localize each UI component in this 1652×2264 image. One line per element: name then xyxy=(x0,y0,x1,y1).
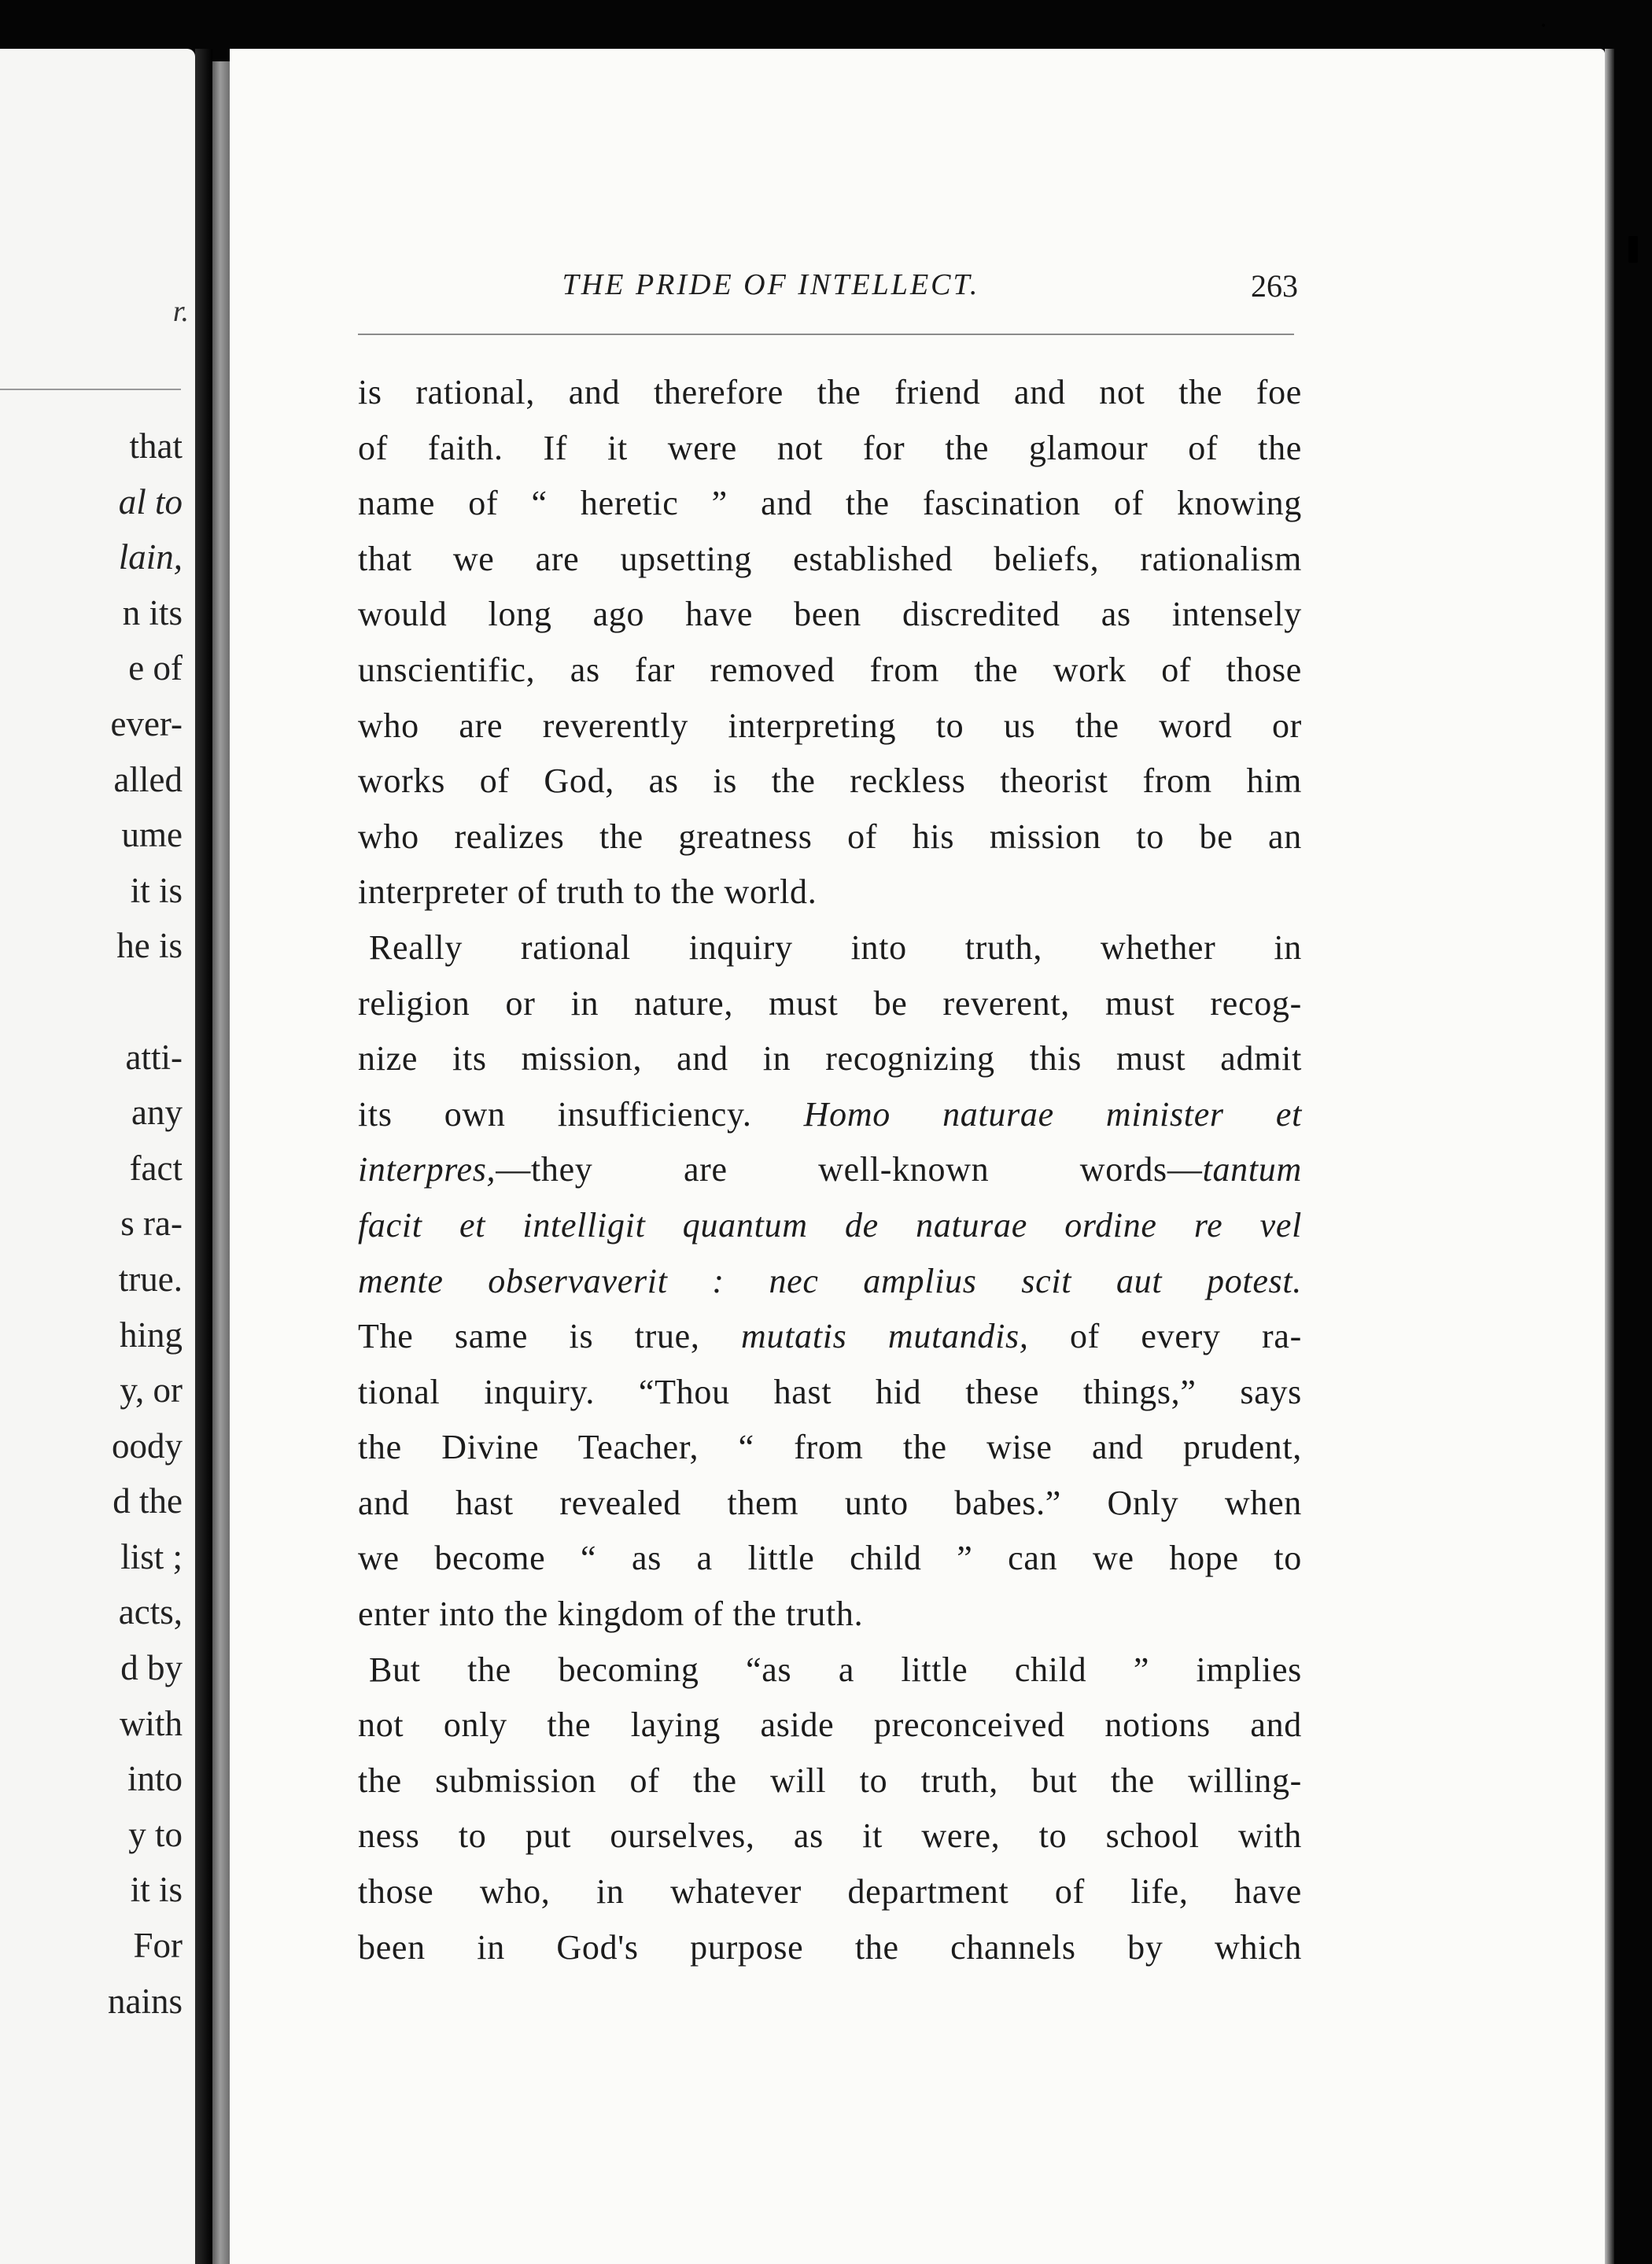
text-run: we become “ as a little child ” can we hope to xyxy=(358,1539,1302,1578)
text-run: and hast revealed them unto babes.” Only when xyxy=(358,1483,1302,1522)
text-line xyxy=(358,699,1302,754)
text-line xyxy=(358,1142,1302,1198)
text-run: of every ra- xyxy=(1028,1317,1302,1356)
text-line xyxy=(358,1809,1302,1864)
scan-speck xyxy=(1542,24,1545,27)
text-run: But the becoming “as a little child ” implies xyxy=(369,1650,1302,1689)
scan-speck xyxy=(1628,236,1638,263)
left-page-line: For xyxy=(133,1926,183,1966)
text-line xyxy=(358,1698,1302,1753)
left-page-line: it is xyxy=(130,1870,183,1910)
left-page-line: into xyxy=(127,1759,183,1799)
text-line xyxy=(358,1920,1302,1976)
text-line xyxy=(358,1420,1302,1476)
italic-text: mutatis mutandis, xyxy=(741,1317,1029,1356)
italic-text: Homo naturae minister et xyxy=(803,1094,1302,1134)
text-run: enter into the kingdom of the truth. xyxy=(358,1595,864,1634)
left-page-line: nains xyxy=(108,1981,183,2021)
italic-text: interpres, xyxy=(358,1150,496,1189)
left-page-line: fact xyxy=(129,1148,183,1188)
left-page-header-rule xyxy=(0,389,181,390)
text-run: name of “ heretic ” and the fascination of knowing xyxy=(358,484,1302,523)
left-page-line: ume xyxy=(121,815,183,855)
body-text xyxy=(358,365,1302,1975)
left-page-line: any xyxy=(131,1093,183,1133)
left-page-text-column xyxy=(0,419,183,2029)
page-edge-shadow xyxy=(1605,49,1614,2264)
text-run: that we are upsetting established beliefs, rationalism xyxy=(358,539,1302,578)
text-line xyxy=(358,532,1302,588)
text-run: would long ago have been discredited as intensely xyxy=(358,595,1302,634)
text-line xyxy=(358,1476,1302,1532)
text-line xyxy=(358,1309,1302,1365)
page-number: 263 xyxy=(1251,268,1298,304)
text-line xyxy=(358,865,1302,920)
left-page-line: y to xyxy=(128,1814,183,1854)
left-page-line: d the xyxy=(112,1481,183,1521)
text-line xyxy=(358,809,1302,865)
text-line xyxy=(358,1531,1302,1587)
page-edge-spine xyxy=(212,61,230,2264)
text-run: ness to put ourselves, as it were, to school with xyxy=(358,1816,1302,1856)
text-run: the submission of the will to truth, but the willing- xyxy=(358,1761,1302,1800)
text-run: tional inquiry. “Thou hast hid these things,” says xyxy=(358,1372,1302,1411)
left-page-line: hing xyxy=(119,1315,183,1355)
text-run: works of God, as is the reckless theorist from him xyxy=(358,761,1302,801)
running-title: THE PRIDE OF INTELLECT. xyxy=(562,268,980,301)
italic-text: tantum xyxy=(1202,1150,1302,1189)
left-page-line: true. xyxy=(118,1259,183,1299)
left-page-line: alled xyxy=(113,759,183,799)
left-facing-page xyxy=(0,49,195,2264)
text-run: Really rational inquiry into truth, whether in xyxy=(369,927,1302,967)
text-line xyxy=(358,365,1302,421)
text-run: unscientific, as far removed from the work of those xyxy=(358,650,1302,689)
text-run: who realizes the greatness of his mission to be an xyxy=(358,817,1302,856)
left-page-line: atti- xyxy=(125,1037,183,1077)
left-page-header-fragment: r. xyxy=(172,295,189,328)
text-run: been in God's purpose the channels by which xyxy=(358,1927,1302,1967)
left-page-line xyxy=(0,974,183,1030)
left-page-line: oody xyxy=(112,1425,183,1466)
left-page-line: acts, xyxy=(118,1592,183,1632)
text-line xyxy=(358,1254,1302,1310)
text-run: is rational, and therefore the friend and not the foe xyxy=(358,373,1302,411)
text-line xyxy=(358,1587,1302,1643)
left-page-line: lain, xyxy=(118,537,183,577)
text-line xyxy=(358,421,1302,477)
text-line xyxy=(358,1365,1302,1421)
running-head xyxy=(338,267,1298,318)
left-page-line: list ; xyxy=(120,1536,183,1576)
text-run: the Divine Teacher, “ from the wise and prudent, xyxy=(358,1428,1302,1467)
left-page-line: n its xyxy=(122,592,183,632)
left-page-line: s ra- xyxy=(120,1204,183,1244)
text-run: its own insufficiency. xyxy=(358,1094,804,1134)
italic-text: mente observaverit : nec amplius scit aut potest. xyxy=(358,1261,1302,1300)
left-page-line: it is xyxy=(130,870,183,910)
text-run: religion or in nature, must be reverent, must recog- xyxy=(358,983,1302,1023)
text-line xyxy=(358,754,1302,809)
header-rule xyxy=(358,334,1294,335)
book-gutter xyxy=(195,49,212,2264)
left-page-line: that xyxy=(129,426,183,466)
left-page-line: he is xyxy=(116,926,183,966)
left-page-line: d by xyxy=(120,1648,183,1688)
text-line xyxy=(358,476,1302,532)
text-run: interpreter of truth to the world. xyxy=(358,872,817,912)
text-line xyxy=(358,1864,1302,1920)
text-line xyxy=(358,1031,1302,1087)
text-run: not only the laying aside preconceived notions and xyxy=(358,1705,1302,1745)
text-run: of faith. If it were not for the glamour of the xyxy=(358,428,1302,467)
left-page-line: ever- xyxy=(110,703,183,743)
text-line xyxy=(358,643,1302,699)
text-line xyxy=(358,1198,1302,1254)
text-line xyxy=(358,920,1302,976)
text-run: those who, in whatever department of life, have xyxy=(358,1872,1302,1912)
left-page-line: y, or xyxy=(120,1370,183,1410)
left-page-line: al to xyxy=(118,481,183,522)
left-page-line: with xyxy=(119,1703,183,1743)
text-run: —they are well-known words— xyxy=(496,1150,1203,1189)
text-run: who are reverently interpreting to us the word or xyxy=(358,706,1302,745)
text-run: The same is true, xyxy=(358,1317,742,1356)
text-line xyxy=(358,1087,1302,1143)
text-line xyxy=(358,1643,1302,1698)
text-line xyxy=(358,976,1302,1032)
text-line xyxy=(358,1753,1302,1809)
text-run: nize its mission, and in recognizing this must admit xyxy=(358,1039,1302,1079)
text-line xyxy=(358,587,1302,643)
left-page-line: e of xyxy=(128,648,183,688)
italic-text: facit et intelligit quantum de naturae ordine re vel xyxy=(358,1205,1302,1244)
